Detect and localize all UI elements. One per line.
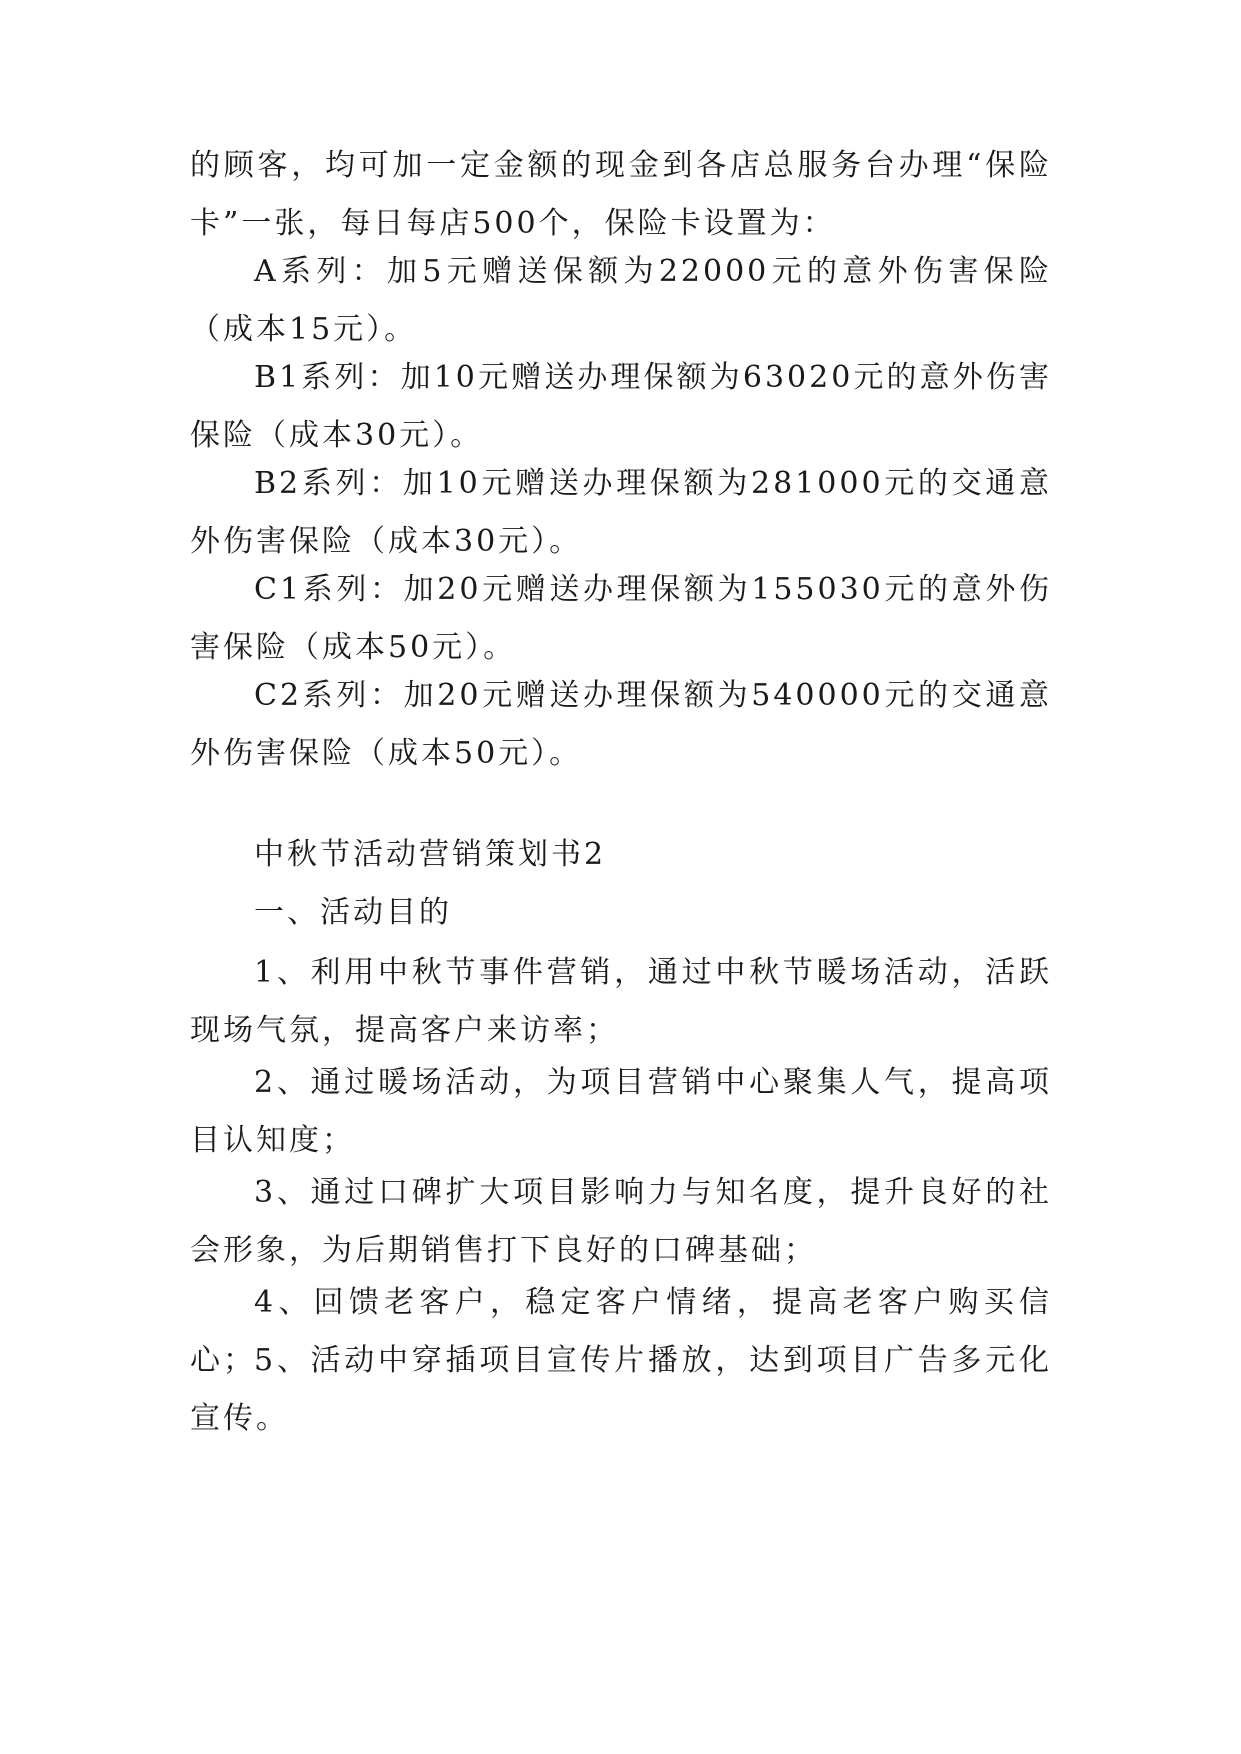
paragraph-goal-2: 2、通过暖场活动，为项目营销中心聚集人气，提高项目认知度； <box>190 1065 1052 1158</box>
paragraph-goal-3: 3、通过口碑扩大项目影响力与知名度，提升良好的社会形象，为后期销售打下良好的口碑基础； <box>190 1175 1052 1268</box>
paragraph-goal-5: 5、活动中穿插项目宣传片播放，达到项目广告多元化宣传。 <box>190 1343 1052 1436</box>
paragraph-goal-4: 4、回馈老客户，稳定客户情绪，提高老客户购买信心； <box>190 1285 1052 1378</box>
paragraph-goal-1: 1、利用中秋节事件营销，通过中秋节暖场活动，活跃现场气氛，提高客户来访率； <box>190 955 1052 1048</box>
paragraph-series-b2: B2系列：加10元赠送办理保额为281000元的交通意外伤害保险（成本30元）。 <box>190 466 1052 559</box>
paragraph-series-c2: C2系列：加20元赠送办理保额为540000元的交通意外伤害保险（成本50元）。 <box>190 678 1052 771</box>
paragraph-intro: 的顾客，均可加一定金额的现金到各店总服务台办理“保险卡”一张，每日每店500个，保险卡设置为： <box>190 148 1052 241</box>
subsection-title: 一、活动目的 <box>254 895 452 930</box>
paragraph-series-c1: C1系列：加20元赠送办理保额为155030元的意外伤害保险（成本50元）。 <box>190 572 1052 665</box>
section-title: 中秋节活动营销策划书2 <box>254 837 607 872</box>
paragraph-series-b1: B1系列：加10元赠送办理保额为63020元的意外伤害保险（成本30元）。 <box>190 360 1052 453</box>
paragraph-series-a: A系列：加5元赠送保额为22000元的意外伤害保险（成本15元）。 <box>190 254 1052 347</box>
